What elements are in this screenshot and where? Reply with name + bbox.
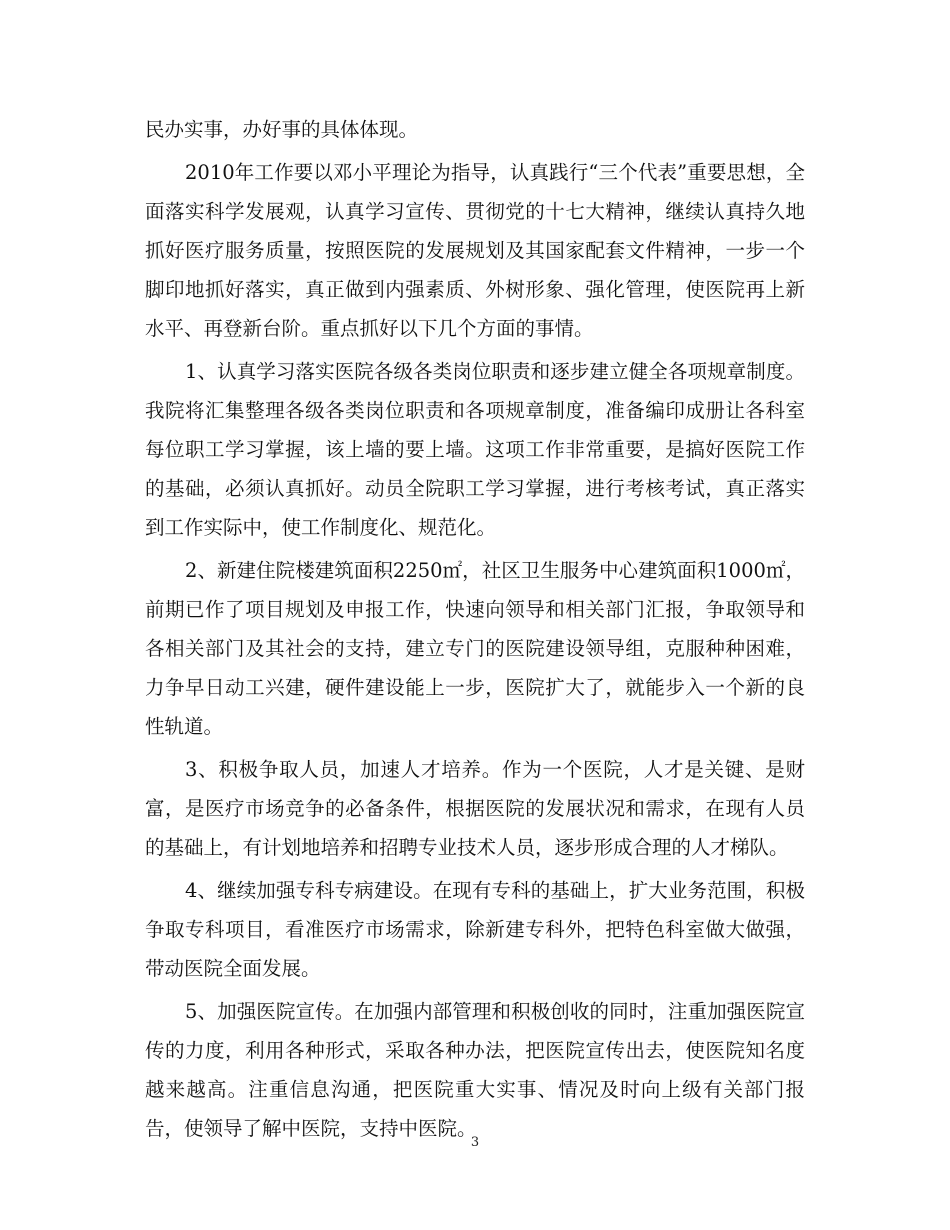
- paragraph-work-guideline: 2010年工作要以邓小平理论为指导，认真践行“三个代表”重要思想，全面落实科学发展观，认真学习宣传、贯彻党的十七大精神，继续认真持久地抓好医疗服务质量，按照医院的发展规划及其国家配套文件精神，一步一个脚印地抓好落实，真正做到内强素质、外树形象、强化管理，使医院再上新水平、再登新台阶。重点抓好以下几个方面的事情。: [145, 161, 805, 340]
- paragraph-continuation: 民办实事，办好事的具体体现。: [145, 118, 419, 141]
- paragraph-item-1: 1、认真学习落实医院各级各类岗位职责和逐步建立健全各项规章制度。我院将汇集整理各级各类岗位职责和各项规章制度，准备编印成册让各科室每位职工学习掌握，该上墙的要上墙。这项工作非常重要，是搞好医院工作的基础，必须认真抓好。动员全院职工学习掌握，进行考核考试，真正落实到工作实际中，使工作制度化、规范化。: [145, 360, 805, 539]
- paragraph-item-4: 4、继续加强专科专病建设。在现有专科的基础上，扩大业务范围，积极争取专科项目，看准医疗市场需求，除新建专科外，把特色科室做大做强，带动医院全面发展。: [145, 879, 805, 980]
- page-number: 3: [470, 1135, 480, 1150]
- paragraph-item-3: 3、积极争取人员，加速人才培养。作为一个医院，人才是关键、是财富，是医疗市场竞争的必备条件，根据医院的发展状况和需求，在现有人员的基础上，有计划地培养和招聘专业技术人员，逐步形成合理的人才梯队。: [145, 758, 805, 859]
- paragraph-item-5: 5、加强医院宣传。在加强内部管理和积极创收的同时，注重加强医院宣传的力度，利用各种形式，采取各种办法，把医院宣传出去，使医院知名度越来越高。注重信息沟通，把医院重大实事、情况及时向上级有关部门报告，使领导了解中医院，支持中医院。: [145, 1000, 805, 1140]
- paragraph-item-2: 2、新建住院楼建筑面积2250㎡，社区卫生服务中心建筑面积1000㎡，前期已作了项目规划及申报工作，快速向领导和相关部门汇报，争取领导和各相关部门及其社会的支持，建立专门的医院建设领导组，克服种种困难，力争早日动工兴建，硬件建设能上一步，医院扩大了，就能步入一个新的良性轨道。: [145, 559, 805, 738]
- document-body: [145, 110, 805, 1152]
